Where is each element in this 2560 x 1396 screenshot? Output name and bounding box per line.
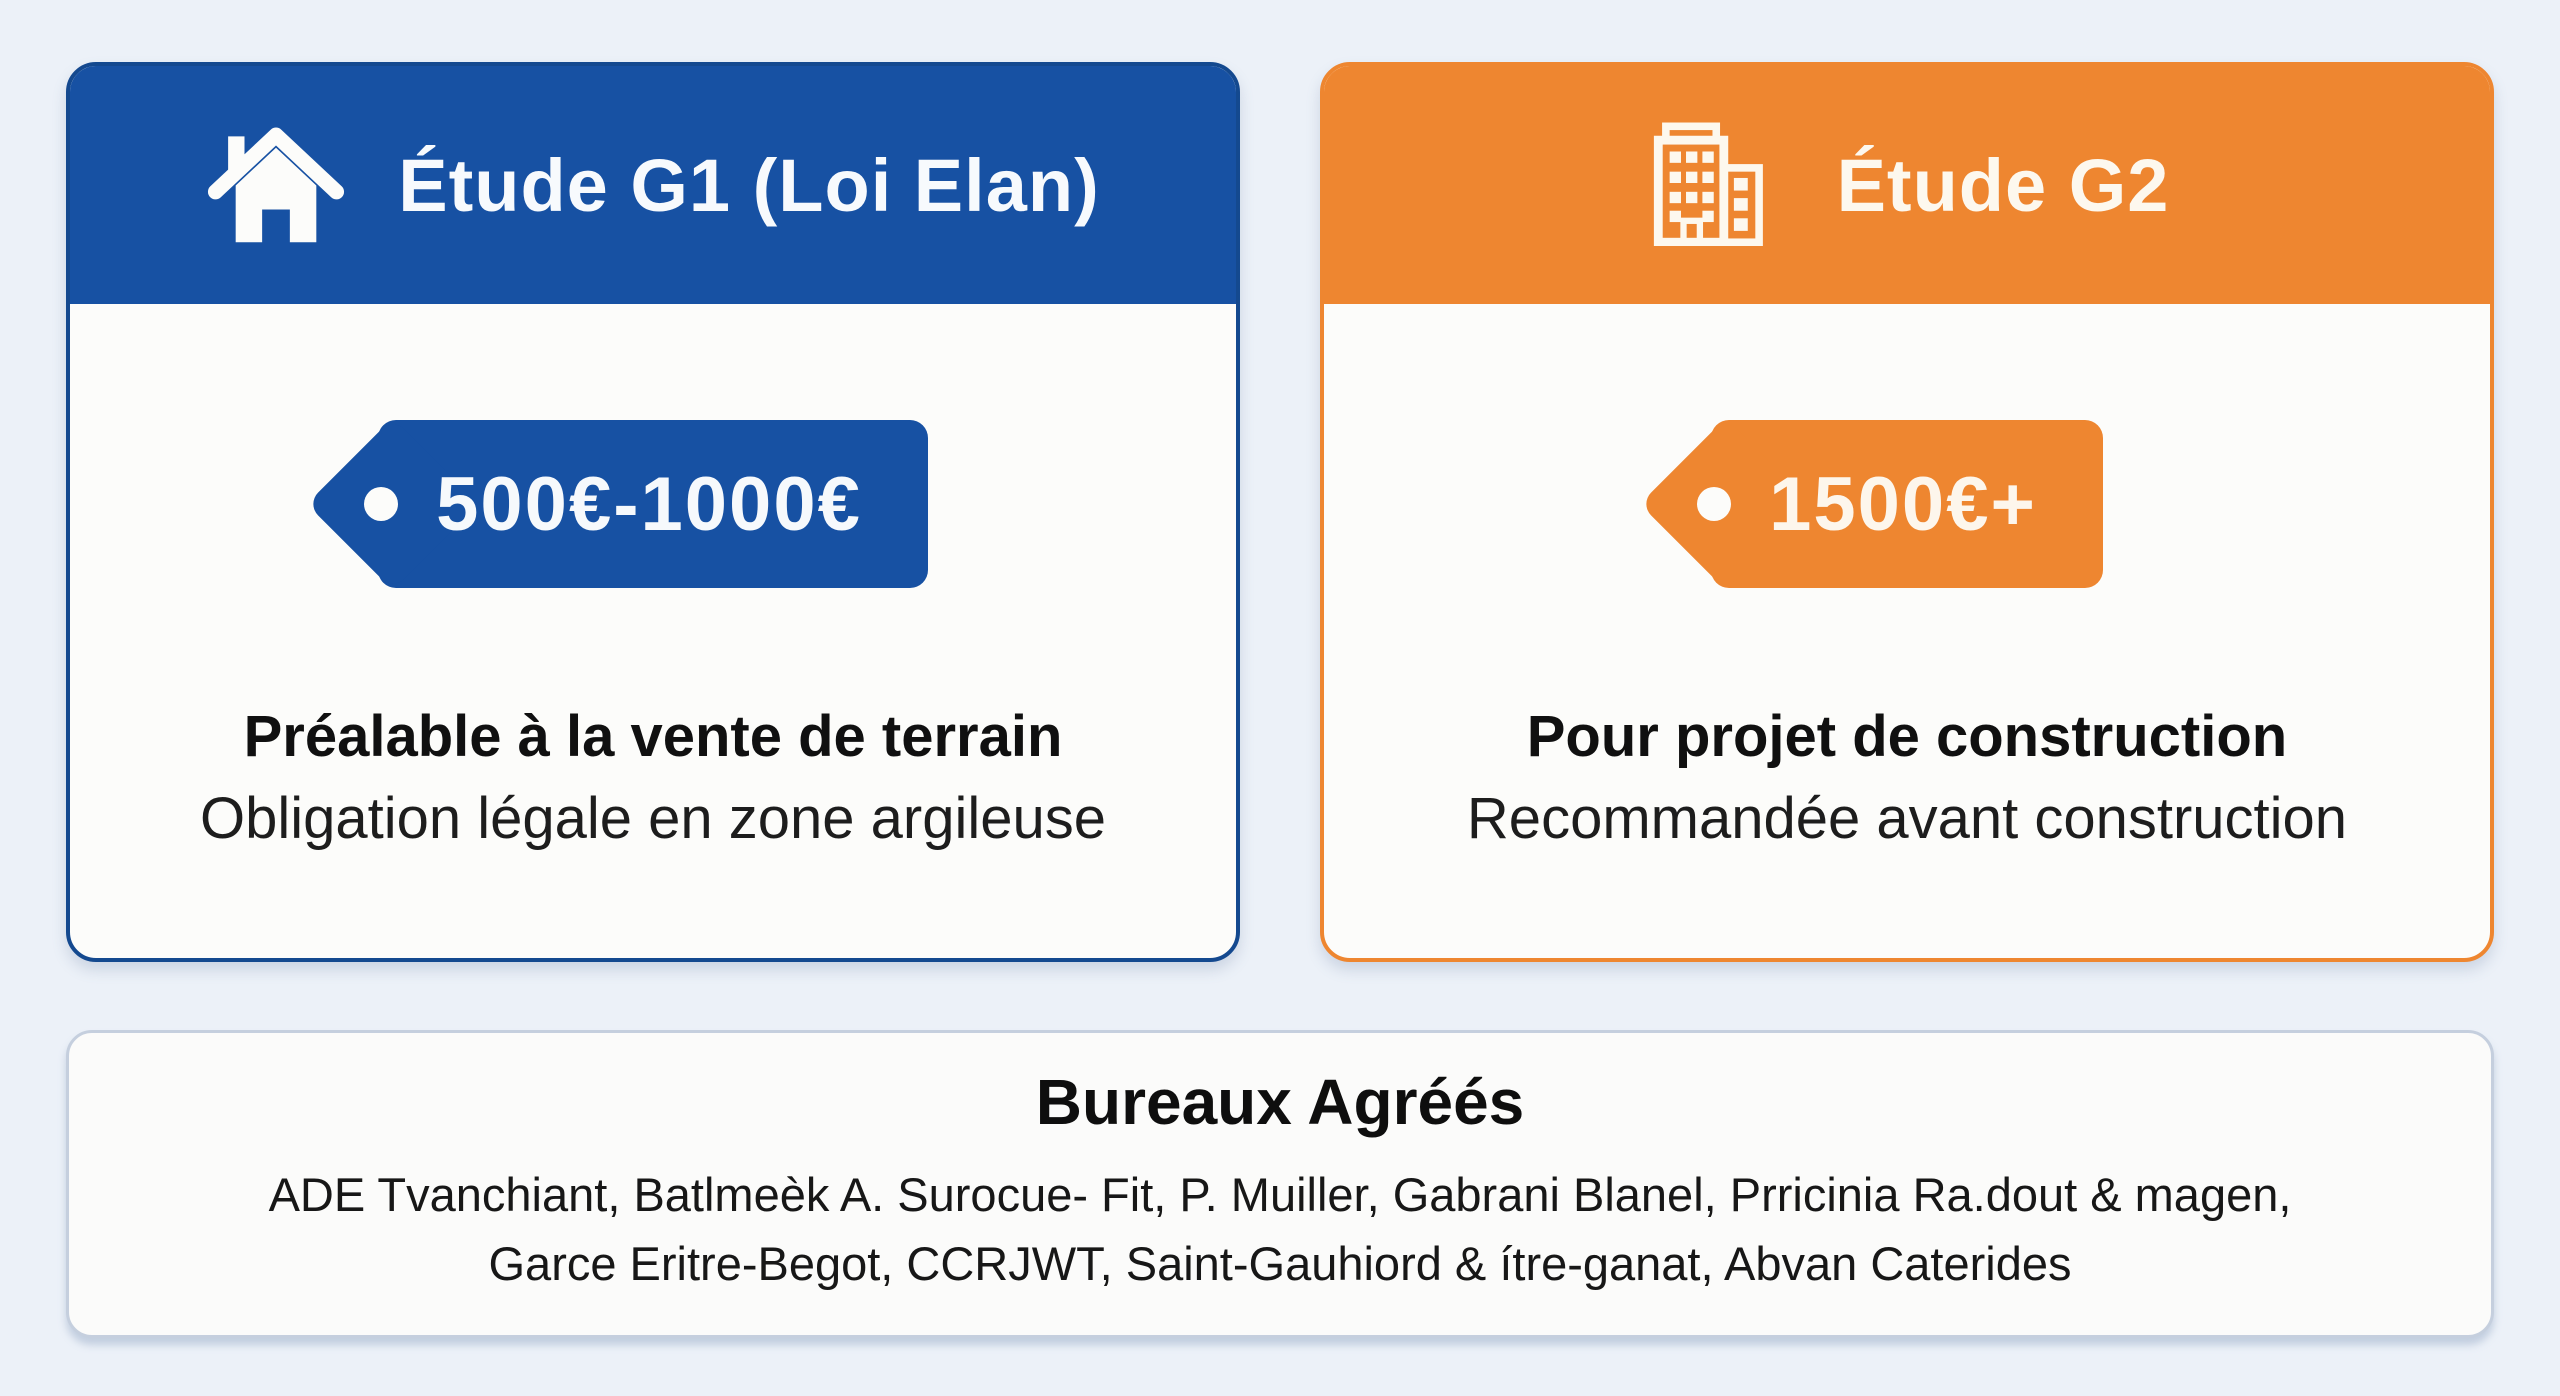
card-etude-g1-body	[70, 304, 1236, 958]
bureaus-names-line1: ADE Tvanchiant, Batlmeèk A. Surocue- Fit, P. Muiller, Gabrani Blanel, Prricinia Ra.dout & magen,	[268, 1168, 2292, 1221]
tag-hole	[1697, 487, 1731, 521]
bureaus-names	[69, 1161, 2491, 1298]
card-description	[200, 696, 1106, 861]
price-tag	[378, 420, 928, 588]
card-etude-g1	[66, 62, 1240, 962]
price-value: 1500€+	[1769, 461, 2037, 547]
card-description	[1467, 696, 2347, 861]
building-icon	[1645, 120, 1785, 251]
bureaus-names-line2: Garce Eritre-Begot, CCRJWT, Saint-Gauhiord & ítre-ganat, Abvan Caterides	[488, 1236, 2072, 1290]
desc-primary: Pour projet de construction	[1526, 704, 2288, 769]
card-etude-g2-header	[1324, 66, 2490, 304]
tag-hole	[364, 487, 398, 521]
desc-secondary: Obligation légale en zone argileuse	[199, 786, 1107, 852]
card-title: Étude G2	[1836, 143, 2170, 227]
bureaus-title: Bureaux Agréés	[1035, 1066, 1525, 1138]
price-tag	[1711, 420, 2103, 588]
card-etude-g2-body	[1324, 304, 2490, 958]
bureaus-panel	[66, 1030, 2494, 1338]
study-cards-row	[66, 62, 2494, 962]
card-title: Étude G1 (Loi Elan)	[398, 143, 1100, 227]
home-icon	[206, 120, 346, 251]
price-value: 500€-1000€	[436, 461, 862, 547]
card-etude-g2	[1320, 62, 2494, 962]
desc-primary: Préalable à la vente de terrain	[243, 704, 1063, 769]
desc-secondary: Recommandée avant construction	[1466, 786, 2348, 852]
card-etude-g1-header	[70, 66, 1236, 304]
